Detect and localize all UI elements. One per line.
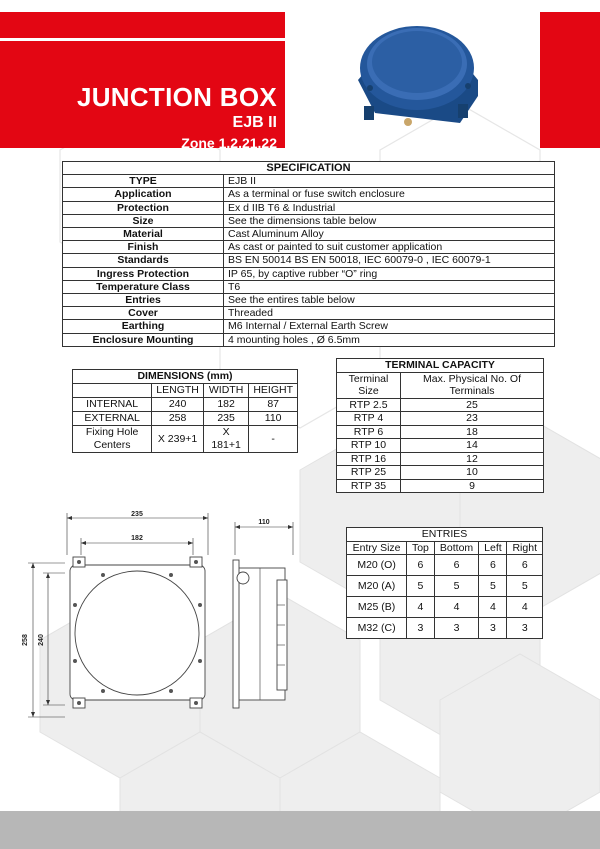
table-row: EXTERNAL 258 235 110	[73, 412, 298, 426]
dim-depth-label: 110	[258, 519, 270, 526]
page-title: JUNCTION BOX	[76, 82, 277, 112]
table-row: RTP 6 18	[337, 425, 544, 439]
table-row: TYPE EJB II	[63, 175, 555, 188]
table-row: M32 (C) 3 3 3 3	[347, 618, 543, 639]
specification-heading: SPECIFICATION	[63, 162, 555, 175]
table-row: Fixing Hole Centers X 239+1 X 181+1 -	[73, 426, 298, 453]
table-row: Material Cast Aluminum Alloy	[63, 228, 555, 241]
table-row: RTP 10 14	[337, 439, 544, 453]
table-row: RTP 16 12	[337, 452, 544, 466]
dim-fixing-width-label: 182	[131, 535, 143, 542]
table-row: Enclosure Mounting 4 mounting holes , Ø 6.5mm	[63, 333, 555, 346]
product-photo	[350, 18, 485, 136]
table-row: Application As a terminal or fuse switch enclosure	[63, 188, 555, 201]
table-row: M25 (B) 4 4 4 4	[347, 597, 543, 618]
header-banner	[0, 12, 285, 151]
table-header-row: LENGTH WIDTH HEIGHT	[73, 384, 298, 398]
footer-bar	[0, 811, 600, 849]
table-row: Entries See the entires table below	[63, 294, 555, 307]
entries-heading: ENTRIES	[347, 528, 543, 542]
table-row: Cover Threaded	[63, 307, 555, 320]
terminal-capacity-heading: TERMINAL CAPACITY	[337, 359, 544, 373]
table-row: INTERNAL 240 182 87	[73, 398, 298, 412]
entries-table	[346, 527, 543, 639]
table-row: RTP 25 10	[337, 466, 544, 480]
dimensions-table	[72, 369, 298, 453]
dim-fixing-length-label: 240	[38, 634, 45, 646]
dim-length-label: 258	[22, 634, 29, 646]
header-divider	[0, 38, 285, 41]
table-row: M20 (O) 6 6 6 6	[347, 555, 543, 576]
table-header-row: Terminal Size Max. Physical No. Of Terminals	[337, 372, 544, 398]
table-row: Temperature Class T6	[63, 280, 555, 293]
table-row: RTP 35 9	[337, 479, 544, 493]
technical-drawing	[15, 505, 300, 720]
dim-width-label: 235	[131, 511, 143, 518]
table-row: Earthing M6 Internal / External Earth Screw	[63, 320, 555, 333]
terminal-capacity-table	[336, 358, 544, 493]
dimensions-heading: DIMENSIONS (mm)	[73, 370, 298, 384]
table-row: Protection Ex d IIB T6 & Industrial	[63, 201, 555, 214]
zone-rating: Zone 1,2,21,22	[181, 135, 277, 151]
table-row: RTP 4 23	[337, 412, 544, 426]
model-name: EJB II	[232, 114, 277, 131]
specification-table	[62, 161, 555, 347]
table-row: Finish As cast or painted to suit customer application	[63, 241, 555, 254]
table-row: Size See the dimensions table below	[63, 214, 555, 227]
table-row: M20 (A) 5 5 5 5	[347, 576, 543, 597]
table-row: Ingress Protection IP 65, by captive rubber “O” ring	[63, 267, 555, 280]
header-accent-right	[540, 12, 600, 148]
table-row: Standards BS EN 50014 BS EN 50018, IEC 60079-0 , IEC 60079-1	[63, 254, 555, 267]
table-header-row: Entry Size Top Bottom Left Right	[347, 541, 543, 555]
table-row: RTP 2.5 25	[337, 398, 544, 412]
